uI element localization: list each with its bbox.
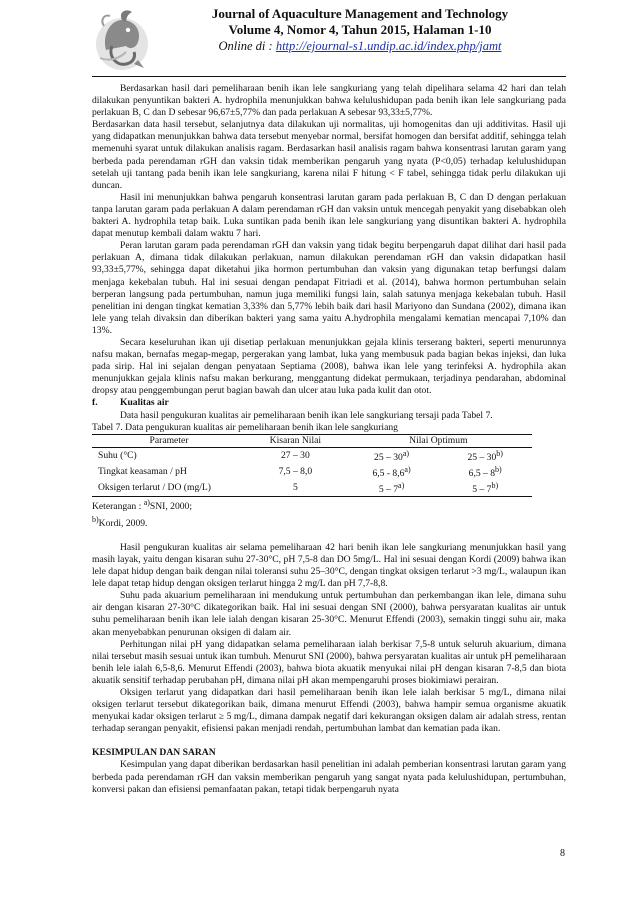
cell-superscript: b) xyxy=(491,481,499,491)
subsection-number: f. xyxy=(92,397,98,409)
paragraph: Berdasarkan data hasil tersebut, selanjutnya data dilakukan uji normalitas, uji homogenitas dan uji additivitas. Hasil uji yang didapatkan menunjukkan bahwa data tersebut menyebar normal, bersifat homogen dan bersifat additif, sehingga telah memenuhi syarat untuk dilakukan analisis ragam. Berdasarkan hasil analisis ragam bahwa konsentrasi larutan garam yang berbeda pada perendaman rGH dan vaksin tidak memberikan pengaruh yang nyata (P<0,05) terhadap kelulushidupan setelah uji tantang pada benih ikan lele sangkuriang, karena nilai F hitung < F tabel, sehingga tidak perlu dilakukan uji duncan. xyxy=(92,119,566,191)
table-cell xyxy=(438,464,532,480)
cell-value: 5 – 7 xyxy=(472,484,492,496)
cell-superscript: b) xyxy=(495,464,502,474)
table-note xyxy=(92,514,566,530)
paragraph: Perhitungan nilai pH yang didapatkan selama pemeliharaan ialah berkisar 7,5-8 untuk seluruh akuarium, dimana nilai tersebut masih sesuai untuk ikan tumbuh. Menurut SNI (2000), bahwa persyaratan kualitas air untuk pH pemeliharaan benih lele ialah 6,5-8,6. Menurut Effendi (2003), bahwa biota akuatik menyukai nilai pH dengan kisaran 7-8,5 dan biota akuatik sensitif terhadap perubahan pH, dimana nilai pH akan mempengaruhi proses biokimiawi perairan. xyxy=(92,638,566,686)
table-cell xyxy=(345,480,439,497)
note-label: Keterangan : xyxy=(92,501,144,513)
note-superscript: a) xyxy=(143,498,150,508)
table-cell xyxy=(438,480,532,497)
section-heading: KESIMPULAN DAN SARAN xyxy=(92,747,216,759)
table-cell: Suhu (°C) xyxy=(98,449,137,461)
journal-online xyxy=(150,38,570,54)
table-note xyxy=(92,497,566,513)
cell-value: 25 – 30 xyxy=(467,451,497,463)
table-cell: Tingkat keasaman / pH xyxy=(98,466,187,477)
table-caption: Tabel 7. Data pengukuran kualitas air pemeliharaan benih ikan lele sangkuriang xyxy=(92,421,398,433)
paragraph: Oksigen terlarut yang didapatkan dari hasil pemeliharaan benih ikan lele ialah berkisar 5 mg/L, dimana nilai oksigen terlarut tersebut dikategorikan baik, dimana menurut Effendi (2003), bahwa hampir semua organisme akuatik menyukai kadar oksigen terlarut ≥ 5 mg/L, dimana dampak negatif dari kekurangan oksigen dalam air adalah stress, rentan terhadap serangan penyakit, efisiensi pakan menjadi rendah, pertumbuhan lambat dan kematian pada ikan. xyxy=(92,686,566,735)
page-number: 8 xyxy=(560,848,565,859)
journal-header xyxy=(150,6,570,54)
cell-superscript: a) xyxy=(398,481,405,491)
table-cell: 27 – 30 xyxy=(280,449,310,461)
journal-title: Journal of Aquaculture Management and Technology xyxy=(211,6,509,21)
journal-volume: Volume 4, Nomor 4, Tahun 2015, Halaman 1-10 xyxy=(228,22,492,37)
article-body xyxy=(92,83,566,796)
water-quality-table xyxy=(92,434,532,498)
cell-value: 6,5 – 8 xyxy=(468,468,496,480)
paragraph: Secara keseluruhan ikan uji disetiap perlakuan menunjukkan gejala klinis terserang bakteri, seperti menurunnya nafsu makan, bernafas megap-megap, pergerakan yang lambat, luka yang membusuk pada bagian bekas injeksi, dan luka pada sirip. Hal ini sejalan dengan penyataan Septiama (2008), bahwa ikan lele yang terinfeksi A. hydrophila akan menunjukkan gejala klinis nafsu makan berkurang, menggantung didekat permukaan, terjadinya pendarahan, abdominal dropsy atau penggembungan perut bagian bawah dan ulcer atau luka pada kulit dan otot. xyxy=(92,336,566,397)
table-cell: 7,5 – 8,0 xyxy=(278,466,313,477)
paragraph: Peran larutan garam pada perendaman rGH dan vaksin yang tidak begitu berpengaruh dapat dilihat dari hasil pada perlakuan A, dimana tidak dilakukan perlakuan, namun dilakukan perendaman rGH dan vaksin didapatkan hasil 93,33±5,77%, sehingga dapat diketahui jika hormon pertumbuhan dan vaksin yang digunakan tetap berfungsi dalam menjaga kekebalan tubuh. Hal ini sesuai dengan pendapat Fitriadi et al. (2014), bahwa hormon pertumbuhan selain berperan langsung pada pertumbuhan, namun juga memiliki fungsi lain, salah satunya menjaga kekebalan tubuh. Hasil penelitian ini dengan tingkat kematian 3,33% dan 5,77% lebih baik dari hasil Mariyono dan Sundana (2002), dimana ikan lele yang telah divaksin dan diberikan bakteri yang sama yaitu A.hydrophila mengalami kematian mencapai 7,10% dan 13%. xyxy=(92,240,566,336)
column-header: Nilai Optimum xyxy=(345,434,532,447)
table-row xyxy=(92,447,532,464)
paragraph: Kesimpulan yang dapat diberikan berdasarkan hasil penelitian ini adalah pemberian konsentrasi larutan garam yang berbeda pada perendaman rGH dan vaksin memberikan pengaruh yang sangat nyata pada kelulushidupan, pertumbuhan, konversi pakan dan efisiensi pemanfaatan pakan, tetapi tidak berpengaruh nyata xyxy=(92,759,566,795)
paragraph: Suhu pada akuarium pemeliharaan ini mendukung untuk pertumbuhan dan perkembangan ikan lele, dimana suhu air dengan kisaran 27-30°C dikategorikan baik. Hal ini sesuai dengan SNI (2000), bahwa persyaratan kualitas air untuk suhu pemeliharaan benih ikan lele ialah dengan kisaran 25-30°C. Menurut Effendi (2003), semakin tinggi suhu air, maka akan menyebabkan penurunan oksigen di dalam air. xyxy=(92,590,566,638)
online-label: Online di : xyxy=(218,39,276,53)
cell-superscript: b) xyxy=(496,448,503,458)
column-header: Parameter xyxy=(92,434,246,447)
table-cell xyxy=(438,447,532,464)
note-text: Kordi, 2009. xyxy=(98,517,148,529)
journal-logo-icon xyxy=(92,6,154,76)
paragraph: Berdasarkan hasil dari pemeliharaan benih ikan lele sangkuriang yang telah dipelihara selama 42 hari dan telah dilakukan penyuntikan bakteri A. hydrophila menunjukkan bahwa kelulushidupan pada benih ikan lele sangkuriang pada perlakuan B, C dan D sebesar 96,67±5,77% dan pada perlakuan A sebesar 93,33±5,77%. xyxy=(92,83,566,119)
note-superscript: b) xyxy=(92,514,99,524)
table-cell xyxy=(345,447,439,464)
table-row xyxy=(92,480,532,497)
cell-value: 6,5 - 8,6 xyxy=(372,468,405,480)
journal-url-link[interactable]: http://ejournal-s1.undip.ac.id/index.php/jamt xyxy=(275,39,502,53)
cell-value: 5 – 7 xyxy=(378,484,399,496)
paragraph: Hasil ini menunjukkan bahwa pengaruh konsentrasi larutan garam pada perlakuan B, C dan D dengan perlakuan tanpa larutan garam pada perlakuan A dalam perendaman rGH dan vaksin untuk mencegah penyakit yang disebabkan oleh bakteri A. hydrophila tetap baik. Luka suntikan pada benih ikan lele sangkuriang yang disuntikan bakteri A. hydrophila dapat menutup kembali dalam waktu 7 hari. xyxy=(92,191,566,240)
column-header: Kisaran Nilai xyxy=(246,434,345,447)
table-header-row xyxy=(92,434,532,447)
table-cell: Oksigen terlarut / DO (mg/L) xyxy=(92,480,246,497)
paragraph: Hasil pengukuran kualitas air selama pemeliharaan 42 hari benih ikan lele sangkuriang menunjukkan hasil yang masih layak, yaitu dengan kisaran suhu 27-30°C, pH 7,5-8 dan DO 5mg/L. Hal ini sesuai dengan Kordi (2009) bahwa ikan lele dapat hidup dengan baik dengan nilai toleransi suhu 25–30°C, dengan tingkat oksigen terlarut >3 mg/L, walaupun ikan lele dapat tetap hidup dengan oksigen terlarut hingga 2 mg/L dan pH 7,7-8,8. xyxy=(92,541,566,590)
note-text: SNI, 2000; xyxy=(149,501,193,513)
cell-value: 25 – 30 xyxy=(374,451,403,463)
header-divider xyxy=(92,76,566,77)
cell-superscript: a) xyxy=(404,464,411,474)
spacer xyxy=(92,735,566,747)
cell-superscript: a) xyxy=(402,448,410,458)
spacer xyxy=(92,530,566,542)
table-cell: 5 xyxy=(246,480,345,497)
paragraph: Data hasil pengukuran kualitas air pemeliharaan benih ikan lele sangkuriang tersaji pada Tabel 7. xyxy=(120,409,493,421)
subsection-heading xyxy=(92,397,566,409)
table-row xyxy=(92,464,532,480)
table-cell xyxy=(345,464,439,480)
subsection-title: Kualitas air xyxy=(120,397,169,409)
